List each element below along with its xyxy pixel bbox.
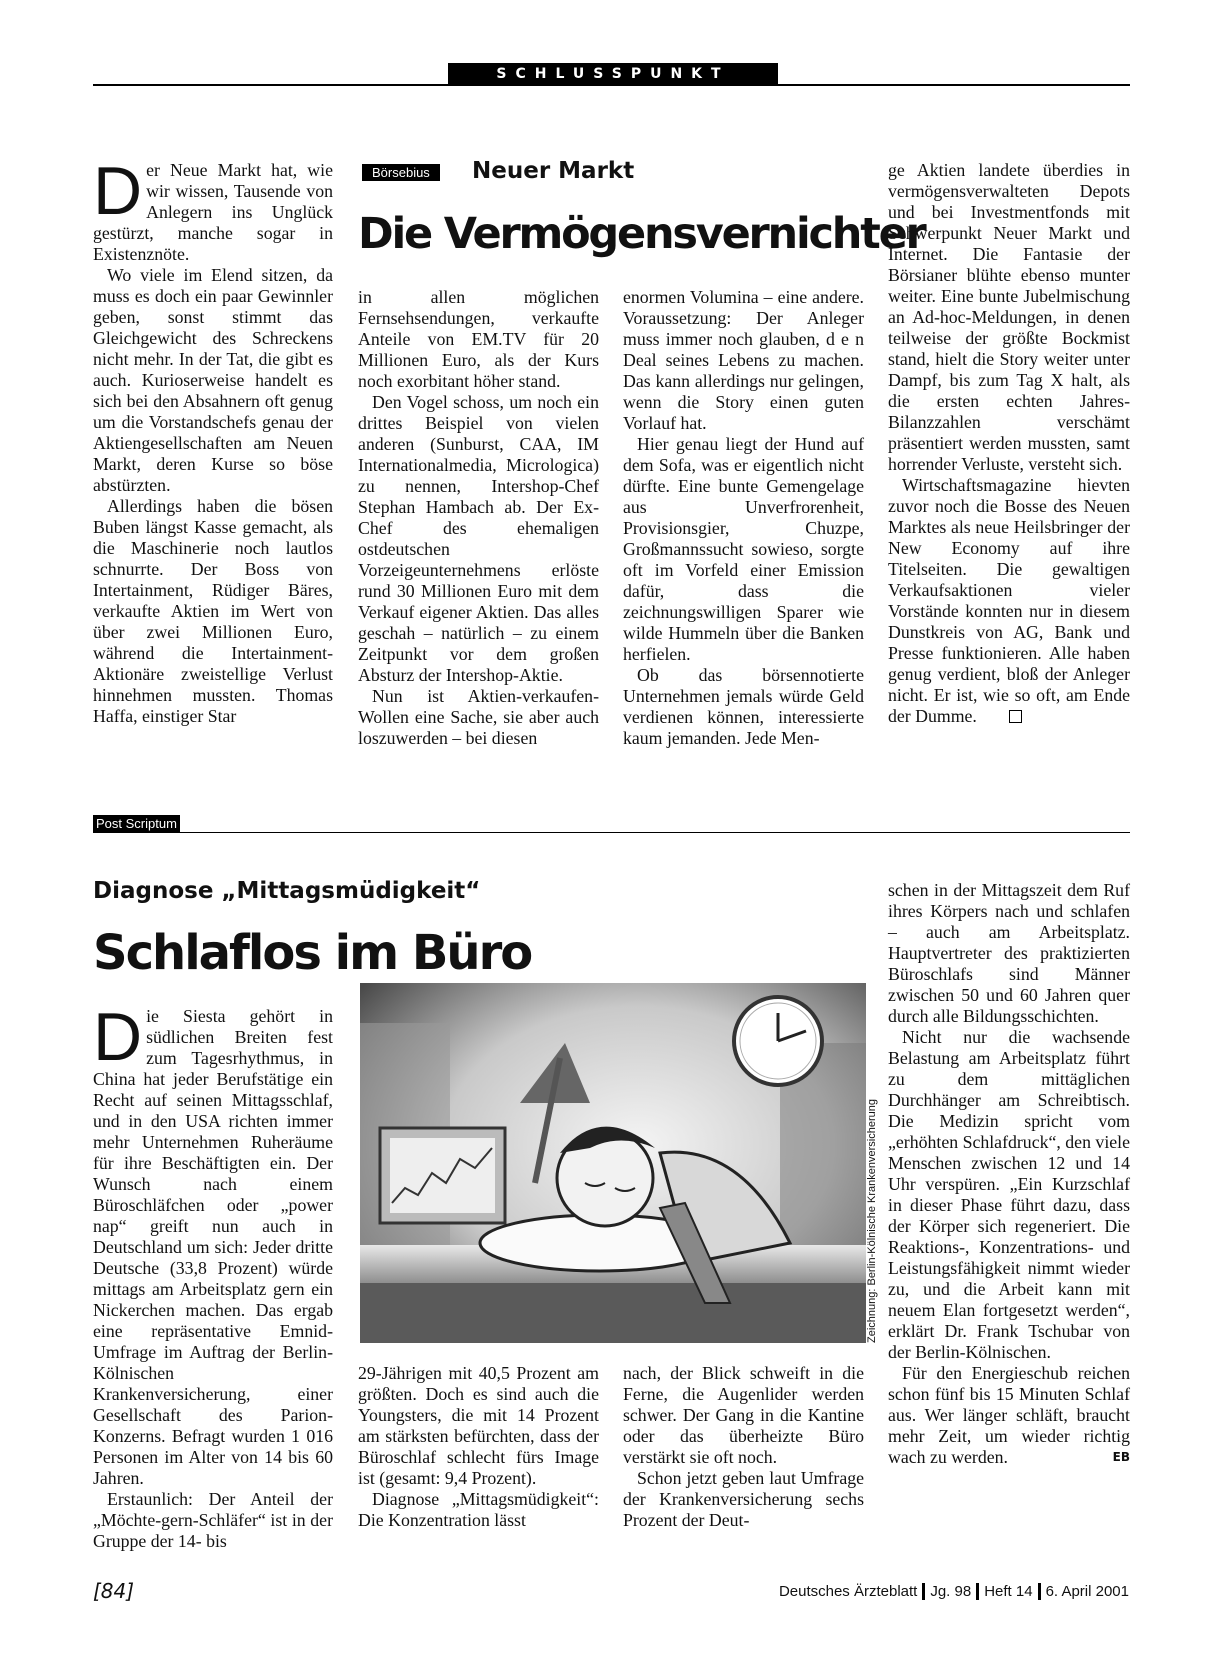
article2-column-1 [93, 999, 333, 1552]
article1-column-3 [623, 287, 864, 749]
post-scriptum-rule [93, 832, 1130, 833]
paragraph: er Neue Markt hat, wie wir wissen, Tausende von Anlegern ins Unglück gestürzt, manche sogar in Existenznöte. [93, 160, 333, 264]
paragraph: enormen Volumina – eine andere. Voraussetzung: Der Anleger muss immer noch glauben, d e n Deal seines Lebens zu machen. Das kann allerdings nur gelingen, wenn die Story einen guten Vorlauf hat. [623, 287, 864, 433]
rubric-badge: Börsebius [362, 164, 440, 181]
paragraph: Nicht nur die wachsende Belastung am Arbeitsplatz führt zu dem mittäglichen Durchhänger am Schreibtisch. Die Medizin spricht vom „erhöhten Schlafdruck“, den viele Menschen zwischen 12 und 14 Uhr verspüren. „Ein Kurzschlaf in dieser Phase führt dazu, dass der Körper sich regeneriert. Die Reaktions-, Konzentrations- und Leistungsfähigkeit nimmt wieder zu, und die Arbeit kann mit neuem Elan fortgesetzt werden“, erklärt Dr. Frank Tschubar von der Berlin-Kölnischen. [888, 1027, 1130, 1362]
article1-column-1 [93, 153, 333, 727]
paragraph: schen in der Mittagszeit dem Ruf ihres Körpers nach und schlafen – auch am Arbeitsplatz. Hauptvertreter des praktizierten Büroschlafs sind Männer zwischen 50 und 60 Jahren quer durch alle Bildungsschichten. [888, 880, 1130, 1026]
sleeping-worker-illustration [360, 983, 866, 1343]
article-headline: Schlaflos im Büro [93, 925, 532, 981]
paragraph: Den Vogel schoss, um noch ein drittes Beispiel von vielen anderen (Sunburst, CAA, IM Internationalmedia, Micrologica) zu nennen, Intershop-Chef Stephan Hambach ab. Der Ex-Chef des ehemaligen ostdeutschen Vorzeigeunternehmens erlöste rund 30 Millionen Euro mit dem Verkauf eigener Aktien. Das alles geschah – natürlich – zu einem Zeitpunkt vor dem großen Absturz der Intershop-Aktie. [358, 392, 599, 685]
article1-column-4 [888, 160, 1130, 727]
issue-date: 6. April 2001 [1045, 1583, 1129, 1600]
article-kicker: Diagnose „Mittagsmüdigkeit“ [93, 878, 481, 904]
section-label: SCHLUSSPUNKT [448, 63, 778, 85]
article-headline: Die Vermögensvernichter [358, 209, 925, 259]
paragraph: Hier genau liegt der Hund auf dem Sofa, was er eigentlich nicht dürfte. Eine bunte Gemengelage aus Unverfrorenheit, Provisionsgier, Chuzpe, Großmannssucht sowieso, sorgte oft im Vorfeld einer Emission dafür, dass die zeichnungswilligen Sparer wie wilde Hummeln über die Banken herfielen. [623, 434, 864, 664]
divider [1038, 1583, 1041, 1600]
article2-column-2 [358, 1363, 599, 1531]
paragraph: 29-Jährigen mit 40,5 Prozent am größten. Doch es sind auch die Youngsters, die mit 14 Prozent am stärksten befürchten, dass der Büroschlaf schlecht fürs Image ist (gesamt: 9,4 Prozent). [358, 1363, 599, 1488]
issue: Heft 14 [984, 1583, 1033, 1600]
volume: Jg. 98 [930, 1583, 972, 1600]
article-kicker: Neuer Markt [472, 158, 635, 184]
paragraph: Allerdings haben die bösen Buben längst Kasse gemacht, als die Maschinerie noch lautlos schnurrte. Der Boss von Intertainment, Rüdiger Bäres, verkaufte Aktien im Wert von über zwei Millionen Euro, während die Intertainment-Aktionäre zweistellige Verlust hinnehmen mussten. Thomas Haffa, einstiger Star [93, 496, 333, 726]
paragraph: Erstaunlich: Der Anteil der „Möchte-gern-Schläfer“ ist in der Gruppe der 14- bis [93, 1489, 333, 1551]
divider [922, 1583, 925, 1600]
rubric-badge: Post Scriptum [93, 815, 180, 833]
dropcap: D [93, 153, 143, 229]
paragraph: Ob das börsennotierte Unternehmen jemals würde Geld verdienen können, interessierte kaum jemanden. Jede Men- [623, 665, 864, 748]
paragraph: Wirtschaftsmagazine hievten zuvor noch die Bosse des Neuen Marktes als neue Heilsbringer der New Economy auf ihre Titelseiten. Die gewaltigen Verkaufsaktionen vieler Vorstände konnten nur in diesem Dunstkreis von AG, Bank und Presse funktionieren. Alle haben genug verdient, bloß der Anleger nicht. Er ist, wie so oft, am Ende der Dumme. [888, 475, 1130, 726]
paragraph: Nun ist Aktien-verkaufen-Wollen eine Sache, sie aber auch loszuwerden – bei diesen [358, 686, 599, 748]
clock-icon [734, 997, 822, 1085]
paragraph: ie Siesta gehört in südlichen Breiten fest zum Tagesrhythmus, in China hat jeder Berufstätige ein Recht auf seinen Mittagsschlaf, und in den USA richten immer mehr Unternehmen Ruheräume für ihre Beschäftigten ein. Der Wunsch nach einem Büroschläfchen oder „power nap“ greift nun auch in Deutschland um sich: Jeder dritte Deutsche (33,8 Prozent) würde mittags am Arbeitsplatz gern ein Nickerchen machen. Das ergab eine repräsentative Emnid-Umfrage im Auftrag der Berlin-Kölnischen Krankenversicherung, einer Gesellschaft des Parion-Konzerns. Befragt wurden 1 016 Personen im Alter von 14 bis 60 Jahren. [93, 1006, 333, 1488]
article2-column-4 [888, 880, 1130, 1468]
article1-column-2 [358, 287, 599, 749]
paragraph: nach, der Blick schweift in die Ferne, die Augenlider werden schwer. Der Gang in die Kantine oder das überheizte Büro verstärkt sie oft noch. [623, 1363, 864, 1467]
paragraph: Diagnose „Mittagsmüdigkeit“: Die Konzentration lässt [358, 1489, 599, 1530]
paragraph: ge Aktien landete überdies in vermögensverwalteten Depots und bei Investmentfonds mit Schwerpunkt Neuer Markt und Internet. Die Fantasie der Börsianer blühte ebenso munter weiter. Eine bunte Jubelmischung an Ad-hoc-Meldungen, in denen teilweise der größte Bockmist stand, hielt die Story weiter unter Dampf, bis zum Tag X halt, als die ersten echten Jahres-Bilanzzahlen verschämt präsentiert werden mussten, samt horrender Verluste, versteht sich. [888, 160, 1130, 474]
page-number: [84] [93, 1579, 135, 1603]
dropcap: D [93, 999, 143, 1075]
image-credit: Zeichnung: Berlin-Kölnische Krankenversicherung [866, 1099, 878, 1343]
paragraph: in allen möglichen Fernsehsendungen, verkaufte Anteile von EM.TV für 20 Millionen Euro, als der Kurs noch exorbitant höher stand. [358, 287, 599, 391]
paragraph: Wo viele im Elend sitzen, da muss es doch ein paar Gewinnler geben, sonst stimmt das Gleichgewicht des Schreckens nicht mehr. In der Tat, die gibt es auch. Kurioserweise handelt es sich bei den Absahnern oft genug um die Vorstandschefs genau der Aktiengesellschaften am Neuen Markt, deren Kurse so böse abstürzten. [93, 265, 333, 495]
end-mark-icon [1009, 710, 1022, 723]
divider [976, 1583, 979, 1600]
footer-citation [779, 1583, 1129, 1600]
paragraph: Für den Energieschub reichen schon fünf bis 15 Minuten Schlaf aus. Wer länger schläft, braucht mehr Zeit, um wieder richtig wach zu werden. [888, 1363, 1130, 1467]
paragraph: Schon jetzt geben laut Umfrage der Krankenversicherung sechs Prozent der Deut- [623, 1468, 864, 1530]
author-initials: EB [1112, 1450, 1130, 1464]
article2-column-3 [623, 1363, 864, 1531]
journal-name: Deutsches Ärzteblatt [778, 1583, 918, 1600]
